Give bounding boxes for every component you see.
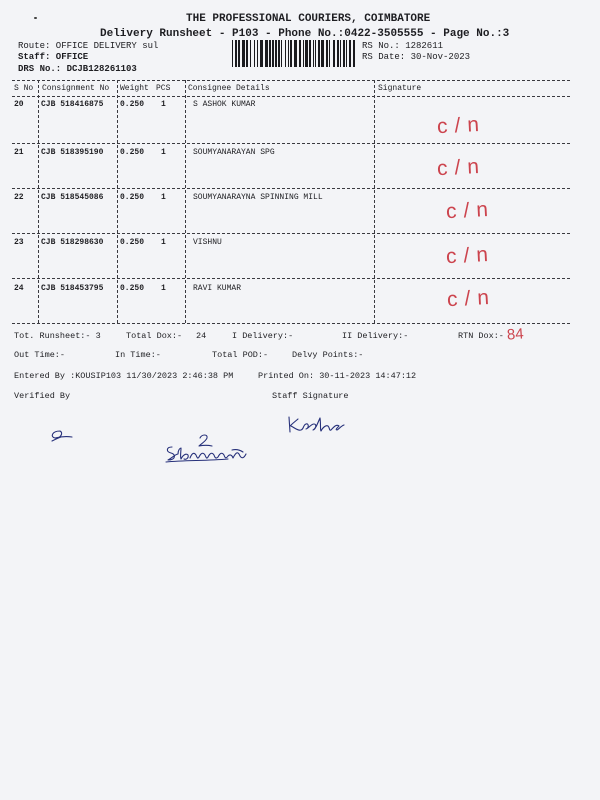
row-signature-handwritten: c/n — [445, 242, 496, 269]
row-weight: 0.250 — [120, 284, 145, 293]
row-consignment-no: CJB 518395190 — [41, 148, 104, 157]
verifier-signature-mark — [199, 435, 212, 446]
staff-signature-label: Staff Signature — [272, 391, 349, 401]
col-header-consignee: Consignee Details — [188, 84, 270, 93]
in-time: In Time:- — [115, 350, 161, 360]
row-consignee: SOUMYANARAYAN SPG — [193, 148, 275, 157]
row-pcs: 1 — [161, 284, 166, 293]
row-weight: 0.250 — [120, 238, 145, 247]
col-header-consignment: Consignment No — [42, 84, 110, 93]
rs-number: RS No.: 1282611 — [362, 41, 444, 51]
row-signature-handwritten: c/n — [445, 197, 496, 224]
rs-date: RS Date: 30-Nov-2023 — [362, 52, 471, 62]
row-consignment-no: CJB 518416875 — [41, 100, 104, 109]
row-consignee: S ASHOK KUMAR — [193, 100, 256, 109]
row-sno: 20 — [14, 100, 24, 109]
row-weight: 0.250 — [120, 100, 145, 109]
row-sno: 21 — [14, 148, 24, 157]
staff-label: Staff: OFFICE — [18, 52, 89, 62]
row-pcs: 1 — [161, 100, 166, 109]
ii-delivery: II Delivery:- — [342, 331, 409, 341]
rtn-dox-handwritten: 84 — [506, 325, 525, 344]
tot-runsheet: Tot. Runsheet:- 3 — [14, 331, 101, 341]
delvy-points: Delvy Points:- — [292, 350, 364, 360]
company-name: THE PROFESSIONAL COURIERS, COIMBATORE — [186, 13, 431, 25]
col-header-signature: Signature — [378, 84, 422, 93]
row-consignment-no: CJB 518453795 — [41, 284, 104, 293]
row-consignee: RAVI KUMAR — [193, 284, 242, 293]
row-pcs: 1 — [161, 193, 166, 202]
staff-signature — [289, 417, 344, 432]
out-time: Out Time:- — [14, 350, 66, 360]
total-dox-value: 24 — [196, 331, 207, 341]
row-signature-handwritten: c/n — [436, 154, 487, 181]
row-sno: 24 — [14, 284, 24, 293]
row-sno: 22 — [14, 193, 24, 202]
col-header-pcs: PCS — [156, 84, 171, 93]
row-consignment-no: CJB 518545086 — [41, 193, 104, 202]
row-signature-handwritten: c/n — [436, 112, 487, 139]
runsheet-subtitle: Delivery Runsheet - P103 - Phone No.:0422-3505555 - Page No.:3 — [100, 28, 510, 40]
row-weight: 0.250 — [120, 193, 145, 202]
row-pcs: 1 — [161, 238, 166, 247]
verifier-initial-mark — [52, 431, 72, 441]
verified-by-label: Verified By — [14, 391, 71, 401]
row-consignee: VISHNU — [193, 238, 222, 247]
i-delivery: I Delivery:- — [232, 331, 294, 341]
row-weight: 0.250 — [120, 148, 145, 157]
row-signature-handwritten: c/n — [446, 285, 497, 312]
total-dox-label: Total Dox:- — [126, 331, 183, 341]
verifier-signature — [166, 447, 246, 462]
total-pod: Total POD:- — [212, 350, 269, 360]
col-header-weight: Weight — [120, 84, 149, 93]
row-consignee: SOUMYANARAYNA SPINNING MILL — [193, 193, 323, 202]
drs-number: DRS No.: DCJB128261103 — [18, 64, 137, 74]
route-label: Route: OFFICE DELIVERY sul — [18, 41, 159, 51]
printed-on: Printed On: 30-11-2023 14:47:12 — [258, 371, 417, 381]
col-header-sno: S No — [14, 84, 34, 93]
row-sno: 23 — [14, 238, 24, 247]
row-pcs: 1 — [161, 148, 166, 157]
row-consignment-no: CJB 518298630 — [41, 238, 104, 247]
rtn-dox-label: RTN Dox:- — [458, 331, 504, 341]
entered-by: Entered By :KOUSIP103 11/30/2023 2:46:38 PM — [14, 371, 234, 381]
